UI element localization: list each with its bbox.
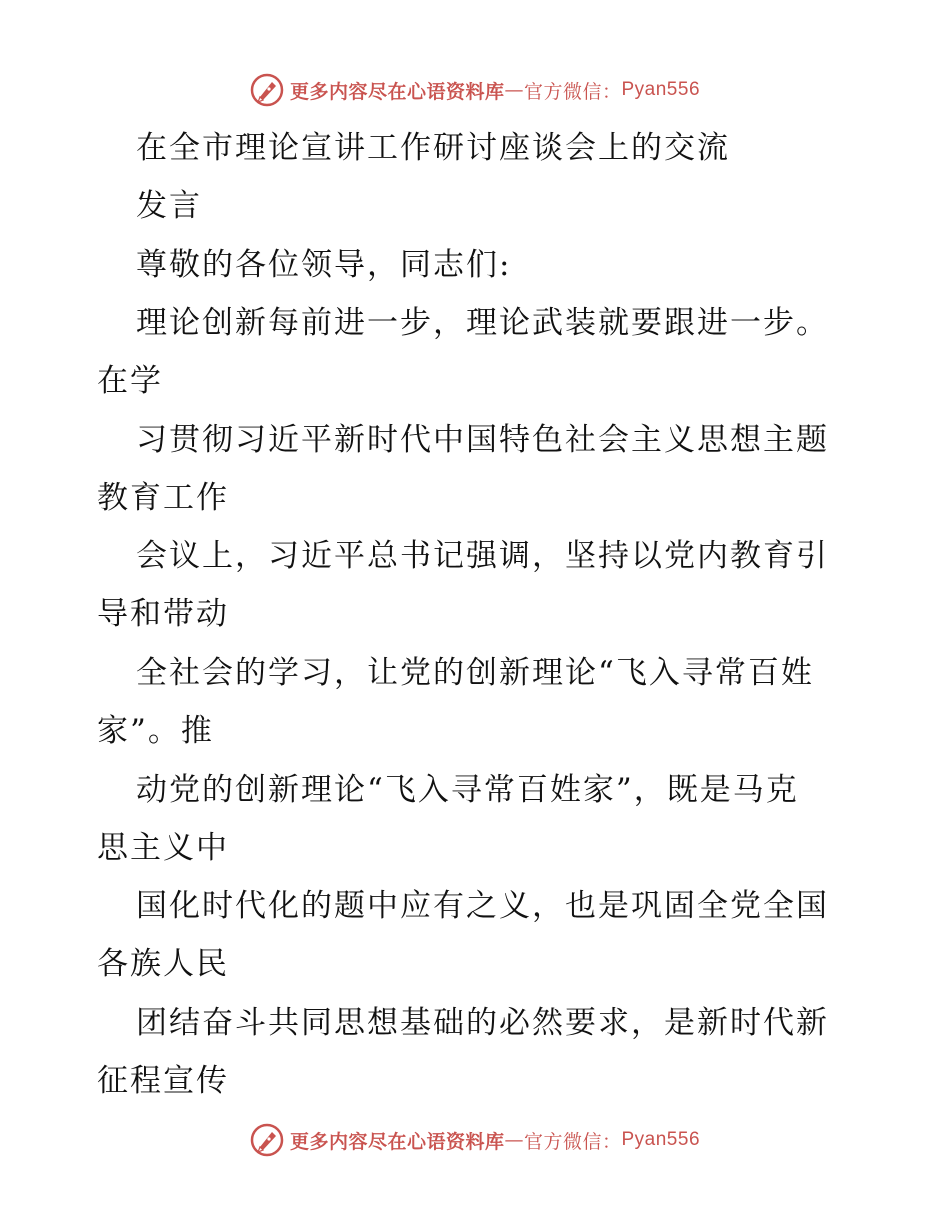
paragraph-line: 理论创新每前进一步，理论武装就要跟进一步。 xyxy=(136,305,829,341)
title-line-1: 在全市理论宣讲工作研讨座谈会上的交流 xyxy=(136,130,730,166)
watermark-wechat-id: Pyan556 xyxy=(621,79,701,100)
watermark-separator: — xyxy=(504,1129,524,1151)
title-line-2: 发言 xyxy=(136,188,202,224)
paragraph-line: 全社会的学习，让党的创新理论“飞入寻常百姓 xyxy=(136,655,814,691)
paragraph-line: 教育工作 xyxy=(97,480,229,516)
paragraph-line: 各族人民 xyxy=(97,946,229,982)
pen-nib-logo-icon xyxy=(250,1123,284,1157)
pen-nib-logo-icon xyxy=(250,73,284,107)
paragraph-line: 习贯彻习近平新时代中国特色社会主义思想主题 xyxy=(136,422,829,458)
watermark-wechat-label: 官方微信： xyxy=(523,80,622,103)
watermark-brand: 更多内容尽在心语资料库 xyxy=(289,1130,505,1153)
paragraph-line: 征程宣传 xyxy=(97,1063,229,1099)
header-watermark xyxy=(0,70,950,110)
paragraph-line: 在学 xyxy=(97,363,163,399)
watermark-wechat-id: Pyan556 xyxy=(621,1129,701,1150)
watermark-wechat-label: 官方微信： xyxy=(523,1130,622,1153)
watermark-brand: 更多内容尽在心语资料库 xyxy=(289,80,505,103)
paragraph-line: 思主义中 xyxy=(97,830,229,866)
footer-watermark xyxy=(0,1120,950,1160)
salutation-line: 尊敬的各位领导，同志们: xyxy=(136,247,512,283)
watermark-separator: — xyxy=(504,79,524,101)
paragraph-line: 会议上，习近平总书记强调，坚持以党内教育引 xyxy=(136,538,829,574)
paragraph-line: 团结奋斗共同思想基础的必然要求，是新时代新 xyxy=(136,1005,829,1041)
paragraph-line: 国化时代化的题中应有之义，也是巩固全党全国 xyxy=(136,888,829,924)
paragraph-line: 动党的创新理论“飞入寻常百姓家”，既是马克 xyxy=(136,772,799,808)
paragraph-line: 导和带动 xyxy=(97,596,229,632)
paragraph-line: 家”。推 xyxy=(97,713,214,749)
